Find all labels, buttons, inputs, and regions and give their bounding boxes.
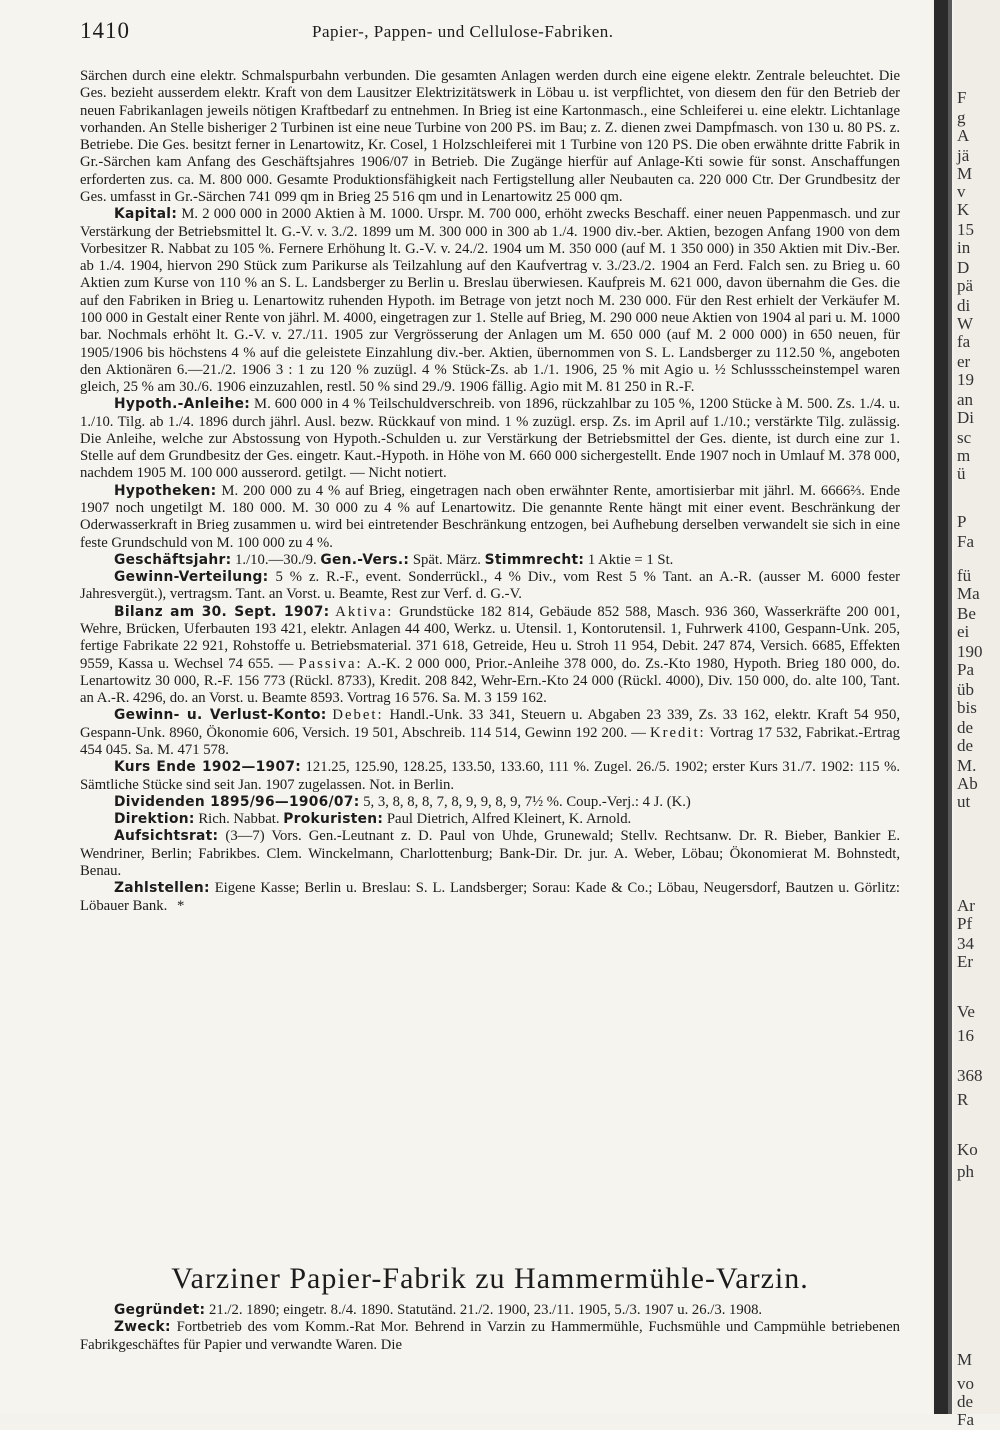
adjacent-page-fragment: Er <box>957 952 974 971</box>
adjacent-page-fragment: sc <box>957 428 972 447</box>
genvers-text: Spät. März. <box>412 551 481 568</box>
adjacent-page-fragment: di <box>957 296 971 315</box>
gewinnverteilung-label: Gewinn-Verteilung: <box>114 569 269 586</box>
stimmrecht-text: 1 Aktie = 1 St. <box>587 551 674 568</box>
hypotheken-label: Hypotheken: <box>114 482 217 499</box>
bilanz-paragraph <box>80 604 900 708</box>
adjacent-page-fragment: ei <box>957 622 970 641</box>
direktion-label: Direktion: <box>114 811 195 828</box>
bilanz-passiva-label: Passiva: <box>298 655 363 672</box>
adjacent-page-fragment: in <box>957 238 971 257</box>
kurs-label: Kurs Ende 1902—1907: <box>114 759 302 776</box>
end-mark: * <box>176 897 185 914</box>
aufsichtsrat-paragraph <box>80 828 900 880</box>
page-number: 1410 <box>80 18 130 43</box>
adjacent-page-fragment: Be <box>957 604 976 623</box>
hypoth-anleihe-text: M. 600 000 in 4 % Teilschuldverschreib. von 1896, rückzahlbar zu 105 %, 1200 Stücke à M. 500. Zs. 1./4. u. 1./10. Tilg. ab 1./4. 1896 durch jährl. Ausl. bezw. Rückkauf von mind. 1 % zuzügl. ersp. Zs. im April auf 1./10.; verstärkte Tilg. zulässig. Die Anleihe, welche zur Abstossung von Hypoth.-Schulden u. zur Verstärkung der Betriebsmittel der Ges. diente, ist durch eine zur 1. Stelle auf dem Grundbesitz der Ges. eingetr. Kaut.-Hypoth. in Höhe von M. 660 000 sichergestellt. Ende 1907 noch in Umlauf M. 378 000, nachdem 1905 M. 100 000 ausserord. getilgt. — Nicht notiert. <box>80 396 901 482</box>
gewinnverteilung-paragraph <box>80 569 900 604</box>
adjacent-page-fragment: Ve <box>957 1002 975 1021</box>
zweck-paragraph <box>80 1319 900 1354</box>
adjacent-page-fragment: Fa <box>957 1410 974 1429</box>
aufsichtsrat-label: Aufsichtsrat: <box>114 828 219 845</box>
adjacent-page-fragment: jä <box>957 146 970 165</box>
adjacent-page-fragment: Di <box>957 408 974 427</box>
adjacent-page-fragment: 16 <box>957 1026 974 1045</box>
bilanz-label: Bilanz am 30. Sept. 1907: <box>114 603 330 620</box>
stimmrecht-label: Stimmrecht: <box>484 551 585 568</box>
adjacent-page-fragment: v <box>957 182 966 201</box>
guv-debet-text: Handl.-Unk. 33 341, Steuern u. Abgaben 23 339, Zs. 33 162, elektr. Kraft 54 950, Gespann-Unk. 8960, Ökonomie 606, Versich. 19 501, Abschreib. 114 514, Gewinn 192 200. — <box>80 707 901 741</box>
adjacent-page-fragment: P <box>957 512 967 531</box>
adjacent-page-fragment: üb <box>957 680 974 699</box>
gegruendet-text: 21./2. 1890; eingetr. 8./4. 1890. Statutänd. 21./2. 1900, 23./11. 1905, 5./3. 1907 u. 26./3. 1908. <box>209 1302 763 1318</box>
adjacent-page-fragment: an <box>957 390 974 409</box>
direktion-paragraph <box>80 811 900 828</box>
adjacent-page-fragment: D <box>957 258 970 277</box>
hypoth-anleihe-label: Hypoth.-Anleihe: <box>114 396 251 413</box>
gewinnverteilung-text: 5 % z. R.-F., event. Sonderrückl., 4 % Div., vom Rest 5 % Tant. an A.-R. (ausser M. 6000 fester Jahresvergüt.), vertragsm. Tant. an Vorst. u. Beamte, Rest zur Verf. d. G.-V. <box>80 569 900 603</box>
aufsichtsrat-text: (3—7) Vors. Gen.-Leutnant z. D. Paul von Uhde, Grunewald; Stellv. Rechtsanw. Dr. R. Bieber, Bankier E. Wendriner, Berlin; Fabrikbes. Clem. Winckelmann, Charlottenburg; Bank-Dir. Dr. jur. A. Weber, Löbau; Ökonomierat M. Bohnstedt, Benau. <box>80 828 901 879</box>
prokuristen-text: Paul Dietrich, Alfred Kleinert, K. Arnold. <box>386 811 632 828</box>
adjacent-page-fragment: R <box>957 1090 969 1109</box>
page-header <box>80 18 900 48</box>
adjacent-page-fragment: W <box>957 314 974 333</box>
geschaeftsjahr-text: 1./10.—30./9. <box>235 551 317 568</box>
binding-edge <box>948 0 952 1414</box>
adjacent-page-fragment: Ma <box>957 584 980 603</box>
guv-paragraph <box>80 707 900 759</box>
dividenden-text: 5, 3, 8, 8, 8, 7, 8, 9, 9, 8, 9, 7½ %. Coup.-Verj.: 4 J. (K.) <box>363 793 691 810</box>
adjacent-page-fragment: bis <box>957 698 977 717</box>
geschaeftsjahr-paragraph <box>80 552 900 569</box>
guv-debet-label: Debet: <box>332 707 384 724</box>
hypotheken-text: M. 200 000 zu 4 % auf Brieg, eingetragen nach oben erwähnter Rente, amortisierbar mit jährl. M. 6666⅔. Ende 1907 noch ungetilgt M. 180 000. M. 30 000 zu 4 % auf Lenartowitz. Die genannte Rente hängt mit einer event. Beschränkung der Oderwasserkraft in Brieg zusammen u. wird bei eintretender Beschränkung entzogen, bei Aufhebung derselben verwandelt sie sich in eine feste Grundschuld von M. 100 000 zu 4 %. <box>80 482 900 551</box>
gegruendet-paragraph <box>80 1302 900 1319</box>
geschaeftsjahr-label: Geschäftsjahr: <box>114 551 232 568</box>
adjacent-page-fragment: pä <box>957 276 974 295</box>
guv-kredit-label: Kredit: <box>650 724 706 741</box>
company-entry-body-2 <box>80 1302 900 1354</box>
adjacent-page-fragment: F <box>957 88 967 107</box>
guv-kredit-text: Vortrag 17 532, Fabrikat.-Ertrag 454 045. Sa. M. 471 578. <box>80 724 900 758</box>
adjacent-page-fragment: fü <box>957 566 972 585</box>
bilanz-aktiva-label: Aktiva: <box>335 603 394 620</box>
adjacent-page-fragment: A <box>957 126 970 145</box>
bilanz-aktiva-text: Grundstücke 182 814, Gebäude 852 588, Masch. 936 360, Wasserkräfte 200 001, Wehre, Brücken, Uferbauten 193 421, elektr. Anlagen 44 400, Werkz. u. Utensil. 1, Kontorutensil. 1, Fuhrwerk 4100, Gespann-Unk. 205, fertige Fabrikate 22 921, Rohstoffe u. Betriebsmaterial. 371 618, Getreide, Heu u. Stroh 11 954, Debit. 247 874, Versich. 6685, Effekten 9559, Kassa u. Wechsel 74 655. — <box>80 603 901 672</box>
zweck-text: Fortbetrieb des vom Komm.-Rat Mor. Behrend in Varzin zu Hammermühle, Fuchsmühle und Campmühle betriebenen Fabrikgeschäftes für Papier und verwandte Waren. Die <box>80 1319 900 1353</box>
adjacent-page-fragment: M. <box>957 756 977 775</box>
adjacent-page-fragment: de <box>957 718 974 737</box>
adjacent-page-fragment: K <box>957 200 970 219</box>
adjacent-page-fragment: M <box>957 1350 973 1369</box>
adjacent-page-fragment: fa <box>957 332 971 351</box>
prokuristen-label: Prokuristen: <box>283 811 384 828</box>
adjacent-page-fragment: m <box>957 446 971 465</box>
adjacent-page-fragment: ph <box>957 1162 974 1181</box>
adjacent-page-fragment: 15 <box>957 220 974 239</box>
direktion-text: Rich. Nabbat. <box>198 811 280 828</box>
adjacent-page-fragment: vo <box>957 1374 974 1393</box>
kapital-label: Kapital: <box>114 206 178 223</box>
company-entry-body <box>80 68 900 915</box>
adjacent-page-fragment: 34 <box>957 934 974 953</box>
intro-paragraph: Särchen durch eine elektr. Schmalspurbahn verbunden. Die gesamten Anlagen werden durch eine eigene elektr. Zentrale beleuchtet. Die Ges. bezieht ausserdem elektr. Kraft von dem Lausitzer Elektrizitätswerk in Löbau u. ist verpflichtet, von diesem den für den Betrieb der neuen Fabrikanlagen jeweils nötigen Kraftbedarf zu entnehmen. In Brieg ist eine Kartonmasch., eine Schleiferei u. eine elektr. Lichtanlage vorhanden. An Stelle bisheriger 2 Turbinen ist eine neue Turbine von 200 PS. im Bau; z. Z. dienen zwei Dampfmasch. von 130 u. 80 PS. z. Betriebe. Die Ges. besitzt ferner in Lenartowitz, Kr. Cosel, 1 Holzschleiferei mit 1 Turbine von 120 PS. Die oben erwähnte dritte Fabrik in Gr.-Särchen kam Anfang des Geschäftsjahres 1906/07 in Betrieb. Die Zugänge hierfür auf Anlage-Kti sowie für sonst. Anschaffungen erforderten zus. ca. M. 800 000. Gesamte Produktionsfähigkeit nach Fertigstellung aller Neubauten ca. 220 000 Ctr. Der Grundbesitz der Ges. umfasst in Gr.-Särchen 741 099 qm in Brieg 25 516 qm und in Lenartowitz 25 000 qm. <box>80 68 900 205</box>
kapital-paragraph <box>80 206 900 396</box>
adjacent-page-fragment: ut <box>957 792 971 811</box>
adjacent-page-fragment: Ar <box>957 896 975 915</box>
bilanz-passiva-text: A.-K. 2 000 000, Prior.-Anleihe 378 000, do. Zs.-Kto 1980, Hypoth. Brieg 180 000, do. Lenartowitz 30 000, R.-F. 156 773 (Rückl. 8733), Kredit. 208 842, Wehr-Ern.-Kto 24 000 (Rückl. 4000), Div. 150 000, do. alte 100, Tant. an A.-R. 4296, do. an Vorst. u. Beamte 8593. Vortrag 16 576. Sa. M. 3 159 162. <box>80 655 900 707</box>
company-heading: Varziner Papier-Fabrik zu Hammermühle-Varzin. <box>171 1262 809 1295</box>
adjacent-page-fragment: Fa <box>957 532 974 551</box>
adjacent-page-fragment: 368 <box>957 1066 983 1085</box>
kurs-paragraph <box>80 759 900 794</box>
binding-shadow <box>934 0 948 1414</box>
zahlstellen-text: Eigene Kasse; Berlin u. Breslau: S. L. Landsberger; Sorau: Kade & Co.; Löbau, Neugersdorf, Bautzen u. Görlitz: Löbauer Bank. <box>80 880 900 914</box>
kurs-text: 121.25, 125.90, 128.25, 133.50, 133.60, 111 %. Zugel. 26./5. 1902; erster Kurs 31./7. 1902: 115 %. Sämtliche Stücke sind seit Jan. 1907 zugelassen. Not. in Berlin. <box>80 759 900 793</box>
zahlstellen-paragraph <box>80 880 900 915</box>
hypotheken-paragraph <box>80 483 900 552</box>
hypoth-anleihe-paragraph <box>80 396 900 482</box>
adjacent-page-edge <box>954 0 1000 1429</box>
gegruendet-label: Gegründet: <box>114 1302 206 1318</box>
adjacent-page-fragment: de <box>957 736 974 755</box>
adjacent-page-fragment: de <box>957 1392 974 1411</box>
adjacent-page-fragment: Pa <box>957 660 974 679</box>
running-title: Papier-, Pappen- und Cellulose-Fabriken. <box>312 22 614 41</box>
adjacent-page-fragment: 19 <box>957 370 974 389</box>
adjacent-page-fragment: er <box>957 352 971 371</box>
dividenden-paragraph <box>80 794 900 811</box>
kapital-text: M. 2 000 000 in 2000 Aktien à M. 1000. Urspr. M. 700 000, erhöht zwecks Beschaff. einer neuen Pappenmasch. und zur Verstärkung der Betriebsmittel lt. G.-V. v. 3./2. 1899 um M. 300 000 in 300 ab 1./4. 1900 div.-ber. Aktien, bezogen Anfang 1900 von dem Vorbesitzer R. Nabbat zu 105 %. Fernere Erhöhung lt. G.-V. v. 24./2. 1904 um M. 350 000 (auf M. 1 350 000) in 350 Aktien mit Div.-Ber. ab 1./4. 1904, hiervon 290 Stück zum Parikurse als Teilzahlung auf den Kaufvertrag v. 3./23./2. 1904 an Ferd. Falch sen. zu Brieg u. 60 Aktien zum Kurse von 110 % an S. L. Landsberger zu Berlin u. Breslau überwiesen. Kaufpreis M. 621 000, davon übernahm die Ges. die auf den Fabriken in Brieg u. Lenartowitz ruhenden Hypoth. im Betrage von jetzt noch M. 230 000. Für den Rest erhielt der Verkäufer M. 100 000 in Gestalt einer Rente von jährl. M. 4000, eingetragen zur 1. Stelle auf Brieg, M. 290 000 neue Aktien von 1904 al pari u. M. 1000 bar. Nochmals erhöht lt. G.-V. v. 27./11. 1905 zur Vergrösserung der Anlagen um M. 650 000 (auf M. 2 000 000) in 650 neuen, für 1905/1906 bis höchstens 4 % auf die geleistete Einzahlung div.-ber. Aktien, übernommen von S. L. Landsberger zu 112.50 %, angeboten den Aktionären 6.—21./2. 1906 3 : 1 zu 120 % zuzügl. 4 % Stück-Zs. ab 1./1. 1906, 25 % mit Agio u. ½ Schlussscheinstempel waren gleich, 25 % am 30./6. 1906 einzuzahlen, restl. 50 % sind 29./9. 1906 fällig. Agio mit M. 81 250 in R.-F. <box>80 206 900 396</box>
adjacent-page-fragment: Pf <box>957 914 973 933</box>
guv-label: Gewinn- u. Verlust-Konto: <box>114 707 327 724</box>
dividenden-label: Dividenden 1895/96—1906/07: <box>114 793 360 810</box>
zweck-label: Zweck: <box>114 1319 171 1336</box>
adjacent-page-fragment: ü <box>957 464 966 483</box>
adjacent-page-fragment: g <box>957 108 966 127</box>
zahlstellen-label: Zahlstellen: <box>114 880 210 897</box>
adjacent-page-fragment: Ko <box>957 1140 978 1159</box>
adjacent-page-fragment: Ab <box>957 774 978 793</box>
adjacent-page-fragment: M <box>957 164 973 183</box>
genvers-label: Gen.-Vers.: <box>320 551 410 568</box>
adjacent-page-fragment: 190 <box>957 642 983 661</box>
